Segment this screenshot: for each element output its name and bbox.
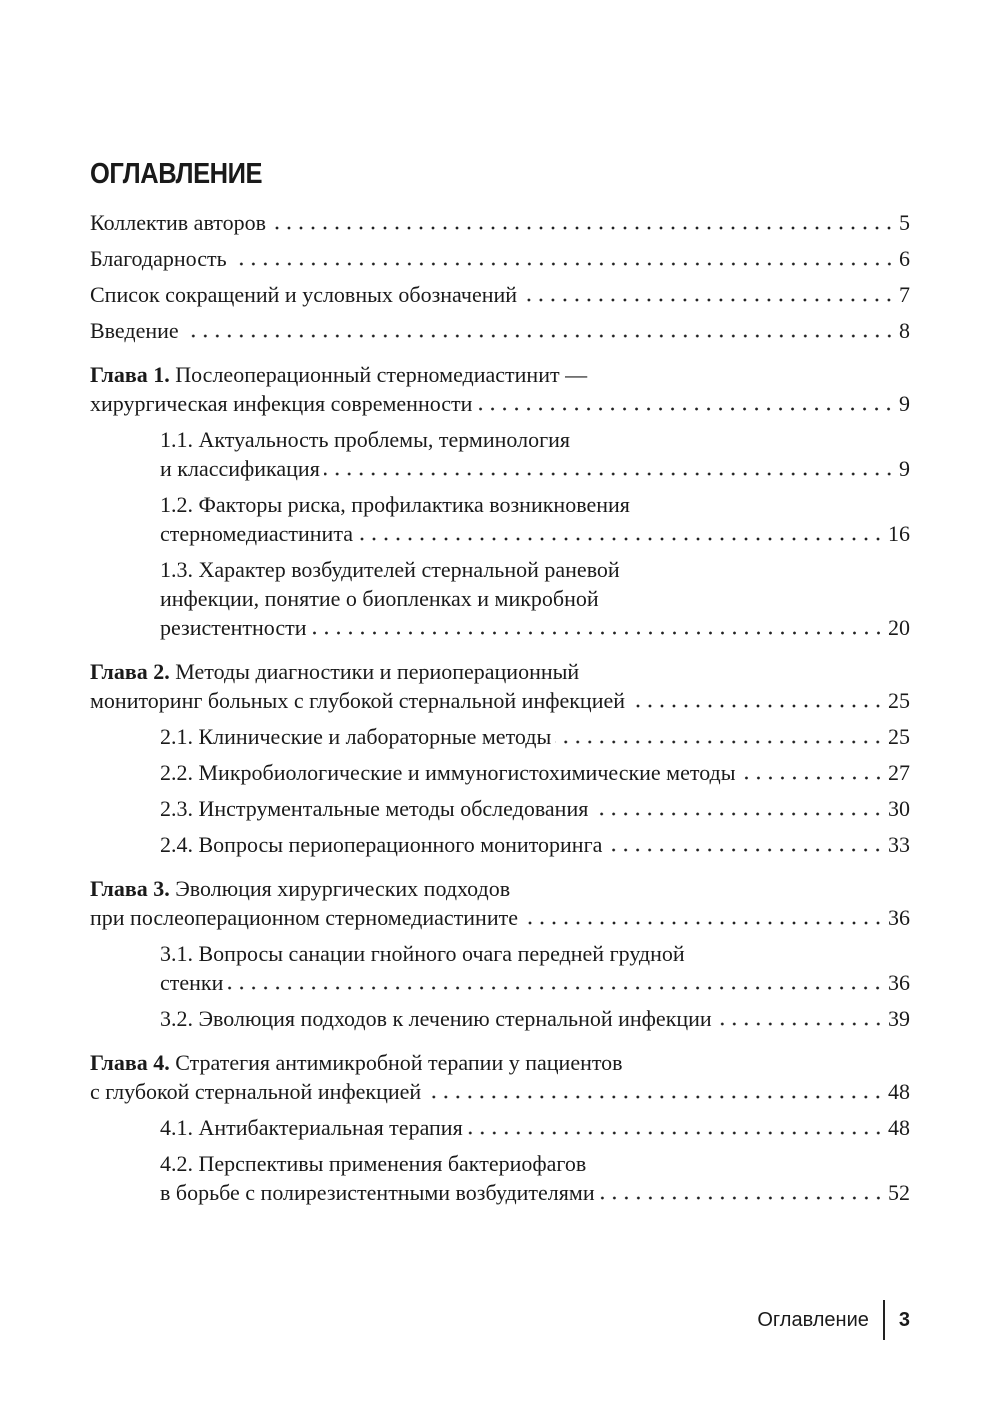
toc-entry-text: стерномедиастинита: [160, 521, 353, 546]
toc-section-entry[interactable]: [90, 794, 910, 823]
dot-leader: [555, 722, 884, 751]
toc-entry-line: [160, 794, 910, 823]
toc-entry-text: Введение: [90, 318, 179, 343]
toc-section-entry[interactable]: [90, 1149, 910, 1207]
toc-entry-text: инфекции, понятие о биопленках и микробной: [160, 586, 599, 611]
toc-entry-text: в борьбе с полирезистентными возбудителями: [160, 1180, 595, 1205]
dot-leader: [522, 903, 884, 932]
toc-entry-line: [90, 657, 910, 686]
dot-leader: [629, 686, 884, 715]
toc-entry-line: [160, 425, 910, 454]
toc-entry-text: 2.4. Вопросы периоперационного мониторинга: [160, 832, 603, 857]
toc-page-number: 48: [888, 1115, 910, 1140]
page-number: 3: [898, 1308, 910, 1331]
toc-entry-text: Список сокращений и условных обозначений: [90, 282, 518, 307]
toc-page-number: 52: [888, 1180, 910, 1205]
toc-entry-line: [90, 874, 910, 903]
toc-entry-line: [90, 686, 910, 715]
toc-chapter-entry[interactable]: [90, 657, 910, 715]
toc-entry-text: Методы диагностики и периоперационный: [169, 659, 580, 684]
toc-section-entry[interactable]: [90, 830, 910, 859]
toc-entry-line: [160, 830, 910, 859]
toc-page-number: 36: [888, 970, 910, 995]
toc-entry-text: 4.2. Перспективы применения бактериофагов: [160, 1151, 587, 1176]
toc-entry-text: 4.1. Антибактериальная терапия: [160, 1115, 463, 1140]
dot-leader: [740, 758, 884, 787]
toc-entry-text: Стратегия антимикробной терапии у пациентов: [169, 1050, 623, 1075]
dot-leader: [231, 244, 895, 273]
chapter-label: Глава 4.: [90, 1050, 170, 1075]
toc-entry-line: [160, 555, 910, 584]
toc-page-number: 16: [888, 521, 910, 546]
dot-leader: [476, 389, 895, 418]
toc-page-number: 39: [888, 1006, 910, 1031]
toc-entry-text: 1.2. Факторы риска, профилактика возникновения: [160, 492, 630, 517]
dot-leader: [606, 830, 884, 859]
toc-chapter-entry[interactable]: [90, 1048, 910, 1106]
toc-page-number: 36: [888, 905, 910, 930]
toc-page-number: 8: [899, 318, 910, 343]
toc-entry-text: с глубокой стернальной инфекцией: [90, 1079, 422, 1104]
toc-section-entry[interactable]: [90, 939, 910, 997]
table-of-contents: [90, 208, 910, 1214]
toc-entry-line: [90, 1077, 910, 1106]
toc-entry-text: 3.2. Эволюция подходов к лечению стернальной инфекции: [160, 1006, 712, 1031]
toc-page-number: 25: [888, 724, 910, 749]
dot-leader: [270, 208, 895, 237]
toc-page-number: 33: [888, 832, 910, 857]
toc-entry-line: [90, 360, 910, 389]
toc-section-entry[interactable]: [90, 722, 910, 751]
toc-page-number: 7: [899, 282, 910, 307]
toc-page-number: 25: [888, 688, 910, 713]
dot-leader: [324, 454, 895, 483]
toc-entry-line: [160, 939, 910, 968]
toc-entry-line: [160, 1113, 910, 1142]
toc-entry-line: [160, 722, 910, 751]
toc-section-entry[interactable]: [90, 758, 910, 787]
dot-leader: [227, 968, 884, 997]
dot-leader: [599, 1178, 884, 1207]
toc-entry-line: [160, 968, 910, 997]
toc-entry-line: [90, 244, 910, 273]
toc-entry-line: [90, 1048, 910, 1077]
chapter-label: Глава 1.: [90, 362, 170, 387]
toc-section-entry[interactable]: [90, 555, 910, 642]
toc-entry-line: [160, 1004, 910, 1033]
toc-entry-line: [160, 1149, 910, 1178]
toc-entry-text: и классификация: [160, 456, 320, 481]
toc-page-number: 48: [888, 1079, 910, 1104]
toc-chapter-entry[interactable]: [90, 874, 910, 932]
toc-entry-text: 2.3. Инструментальные методы обследования: [160, 796, 589, 821]
toc-entry-text: хирургическая инфекция современности: [90, 391, 473, 416]
toc-entry-line: [160, 454, 910, 483]
dot-leader: [357, 519, 884, 548]
toc-entry-line: [90, 316, 910, 345]
dot-leader: [467, 1113, 884, 1142]
toc-entry-line: [90, 903, 910, 932]
toc-entry-text: мониторинг больных с глубокой стернальной инфекцией: [90, 688, 626, 713]
toc-entry-line: [90, 389, 910, 418]
page-title: ОГЛАВЛЕНИЕ: [90, 158, 263, 190]
toc-section-entry[interactable]: [90, 490, 910, 548]
toc-page-number: 30: [888, 796, 910, 821]
toc-entry-line: [160, 1178, 910, 1207]
toc-entry-text: 3.1. Вопросы санации гнойного очага передней грудной: [160, 941, 685, 966]
toc-page-number: 5: [899, 210, 910, 235]
toc-page-number: 6: [899, 246, 910, 271]
toc-chapter-entry[interactable]: [90, 360, 910, 418]
toc-entry[interactable]: [90, 208, 910, 237]
toc-page-number: 27: [888, 760, 910, 785]
dot-leader: [311, 613, 884, 642]
toc-entry-line: [160, 758, 910, 787]
toc-entry-text: стенки: [160, 970, 224, 995]
toc-entry-text: Эволюция хирургических подходов: [169, 876, 511, 901]
toc-entry-line: [90, 208, 910, 237]
dot-leader: [183, 316, 895, 345]
toc-entry-text: 2.1. Клинические и лабораторные методы: [160, 724, 552, 749]
toc-entry-text: Благодарность: [90, 246, 227, 271]
toc-section-entry[interactable]: [90, 425, 910, 483]
toc-entry-text: Послеоперационный стерномедиастинит —: [169, 362, 588, 387]
chapter-label: Глава 3.: [90, 876, 170, 901]
toc-page-number: 9: [899, 456, 910, 481]
toc-entry-text: 1.1. Актуальность проблемы, терминология: [160, 427, 571, 452]
toc-entry-line: [160, 490, 910, 519]
toc-entry-text: резистентности: [160, 615, 307, 640]
toc-page-number: 20: [888, 615, 910, 640]
toc-entry-line: [90, 280, 910, 309]
toc-section-entry[interactable]: [90, 1113, 910, 1142]
dot-leader: [425, 1077, 884, 1106]
page-footer: [0, 1300, 910, 1340]
dot-leader: [592, 794, 884, 823]
toc-page-number: 9: [899, 391, 910, 416]
toc-entry-line: [160, 584, 910, 613]
toc-entry-text: Коллектив авторов: [90, 210, 266, 235]
toc-entry-text: 1.3. Характер возбудителей стернальной раневой: [160, 557, 620, 582]
dot-leader: [521, 280, 895, 309]
toc-entry-line: [160, 613, 910, 642]
toc-section-entry[interactable]: [90, 1004, 910, 1033]
chapter-label: Глава 2.: [90, 659, 170, 684]
toc-entry-text: при послеоперационном стерномедиастините: [90, 905, 518, 930]
toc-entry-text: 2.2. Микробиологические и иммуногистохимические методы: [160, 760, 736, 785]
toc-entry[interactable]: [90, 244, 910, 273]
toc-entry[interactable]: [90, 316, 910, 345]
dot-leader: [716, 1004, 884, 1033]
footer-divider: [883, 1300, 885, 1340]
running-head: Оглавление: [757, 1308, 869, 1331]
toc-entry[interactable]: [90, 280, 910, 309]
toc-entry-line: [160, 519, 910, 548]
